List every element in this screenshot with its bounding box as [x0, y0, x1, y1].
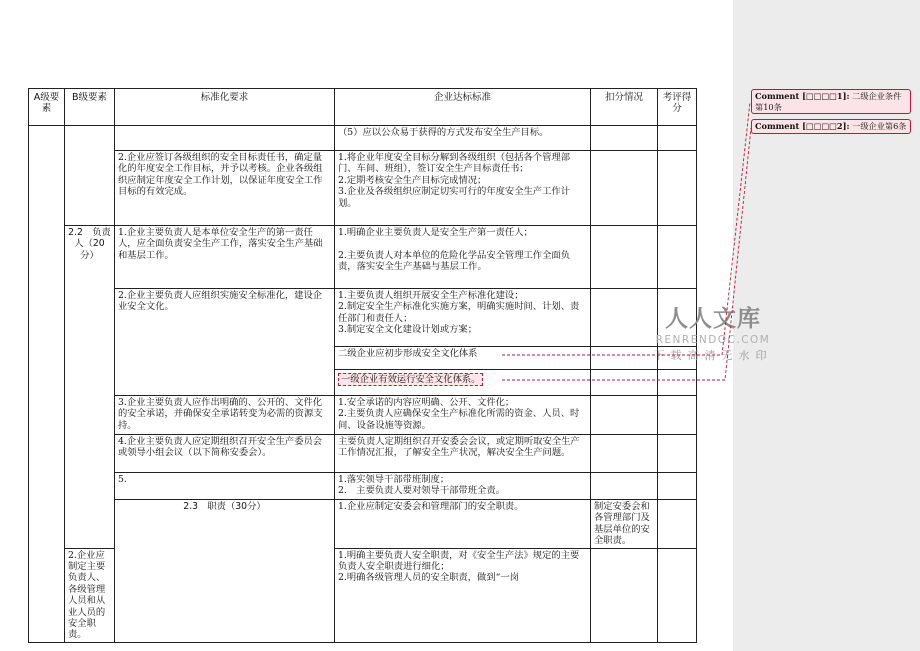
header-row [29, 89, 697, 126]
score-cell[interactable] [658, 473, 697, 500]
deduction-cell[interactable] [658, 500, 697, 549]
score-cell[interactable] [658, 370, 697, 396]
requirement-cell: 2.企业应签订各级组织的安全目标责任书，确定量化的年度安全工作目标，并予以考核。企业各级组织应制定年度安全工作计划，以保证年度安全工作目标的有效完成。 [115, 151, 335, 226]
standard-cell: 1.明确主要负责人安全职责，对《安全生产法》规定的主要负责人安全职责进行细化； 2.明确各级管理人员的安全职责，做到“一岗 [335, 548, 591, 642]
watermark-title: 人人文库 [665, 306, 761, 332]
score-cell[interactable] [658, 226, 697, 289]
watermark [648, 300, 778, 363]
standard-cell: 制定安委会和各管理部门及基层单位的安全职责。 [591, 500, 658, 549]
score-cell[interactable] [658, 435, 697, 473]
deduction-cell[interactable] [591, 548, 658, 642]
deduction-cell[interactable] [591, 370, 658, 396]
table-row [29, 151, 697, 226]
score-cell[interactable] [658, 151, 697, 226]
table-row [29, 396, 697, 435]
table-row [29, 226, 697, 289]
b-level-cell [65, 126, 115, 226]
watermark-subtitle: 下载高清无水印 [653, 349, 773, 362]
standard-cell: 主要负责人定期组织召开安委会会议，或定期听取安全生产工作情况汇报，了解安全生产状况，解决安全生产问题。 [335, 435, 591, 473]
table-row [29, 126, 697, 151]
deduction-cell[interactable] [591, 126, 658, 151]
standard-text: 二级企业应初步形成安全文化体系 [338, 348, 478, 359]
table-row [29, 435, 697, 473]
header-standard: 企业达标标准 [335, 89, 591, 126]
standard-table [28, 88, 697, 643]
deduction-cell[interactable] [591, 396, 658, 435]
header-score: 考评得分 [658, 89, 697, 126]
requirement-cell: 4.企业主要负责人应定期组织召开安全生产委员会或领导小组会议（以下简称安委会）。 [115, 435, 335, 473]
header-a-level: A级要素 [29, 89, 65, 126]
deduction-cell[interactable] [591, 473, 658, 500]
requirement-cell: 3.企业主要负责人应作出明确的、公开的、文件化的安全承诺，并确保安全承诺转变为必需的资源支持。 [115, 396, 335, 435]
header-deduction: 扣分情况 [591, 89, 658, 126]
header-b-level: B级要素 [65, 89, 115, 126]
standard-cell: 1.落实领导干部带班制度； 2. 主要负责人要对领导干部带班全责。 [335, 473, 591, 500]
standard-cell-commented [335, 370, 591, 396]
comment-text: 一级企业第6条 [852, 121, 907, 131]
b-level-2-2: 2.2 负责人（20分） [65, 226, 115, 549]
score-cell[interactable] [658, 548, 697, 642]
requirement-cell: 2.企业主要负责人应组织实施安全标准化，建设企业安全文化。 [115, 289, 335, 396]
requirement-cell: 2.企业应制定主要负责人、各级管理人员和从业人员的安全职责。 [65, 548, 115, 642]
table-row [29, 289, 697, 347]
standard-cell-commented [335, 347, 591, 370]
requirement-cell: 5. [115, 473, 335, 500]
standard-cell: 1.明确企业主要负责人是安全生产第一责任人； 2.主要负责人对本单位的危险化学品安全管理工作全面负责，落实安全生产基础与基层工作。 [335, 226, 591, 289]
watermark-url: RENRENDOC.COM [655, 334, 771, 346]
comment-balloon-2[interactable] [751, 119, 911, 134]
requirement-cell: 1.企业主要负责人是本单位安全生产的第一责任人，应全面负责安全生产工作，落实安全生产基础和基层工作。 [115, 226, 335, 289]
table-row [29, 473, 697, 500]
b-level-2-3: 2.3 职责（30分） [115, 500, 335, 643]
comment-label: Comment [□□□□2]: [755, 121, 850, 131]
standard-cell: 1.安全承诺的内容应明确、公开、文件化； 2.主要负责人应确保安全生产标准化所需的资金、人员、时间、设备设施等资源。 [335, 396, 591, 435]
a-level-cell [29, 126, 65, 643]
requirement-cell: 1.企业应制定安委会和管理部门的安全职责。 [335, 500, 591, 549]
deduction-cell[interactable] [591, 226, 658, 289]
score-cell[interactable] [658, 126, 697, 151]
requirement-cell [115, 126, 335, 151]
header-requirement: 标准化要求 [115, 89, 335, 126]
deduction-cell[interactable] [591, 435, 658, 473]
table-row [29, 500, 697, 549]
score-cell[interactable] [658, 396, 697, 435]
standard-cell: 1.将企业年度安全目标分解到各级组织（包括各个管理部门、车间、班组），签订安全生产目标责任书； 2.定期考核安全生产目标完成情况； 3.企业及各级组织应制定切实可行的年度安全生产工作计划。 [335, 151, 591, 226]
comment-label: Comment [□□□□1]: [755, 91, 850, 101]
deduction-cell[interactable] [591, 151, 658, 226]
standard-cell: （5）应以公众易于获得的方式发布安全生产目标。 [335, 126, 591, 151]
comment-highlight[interactable]: 一级企业有效运行安全文化体系。 [338, 373, 483, 386]
comment-text: 二级企业条件第10条 [755, 91, 902, 112]
standard-cell: 1.主要负责人组织开展安全生产标准化建设； 2.制定安全生产标准化实施方案，明确实施时间、计划、责任部门和责任人； 3.制定安全文化建设计划或方案； [335, 289, 591, 347]
comment-balloon-1[interactable] [751, 89, 911, 114]
